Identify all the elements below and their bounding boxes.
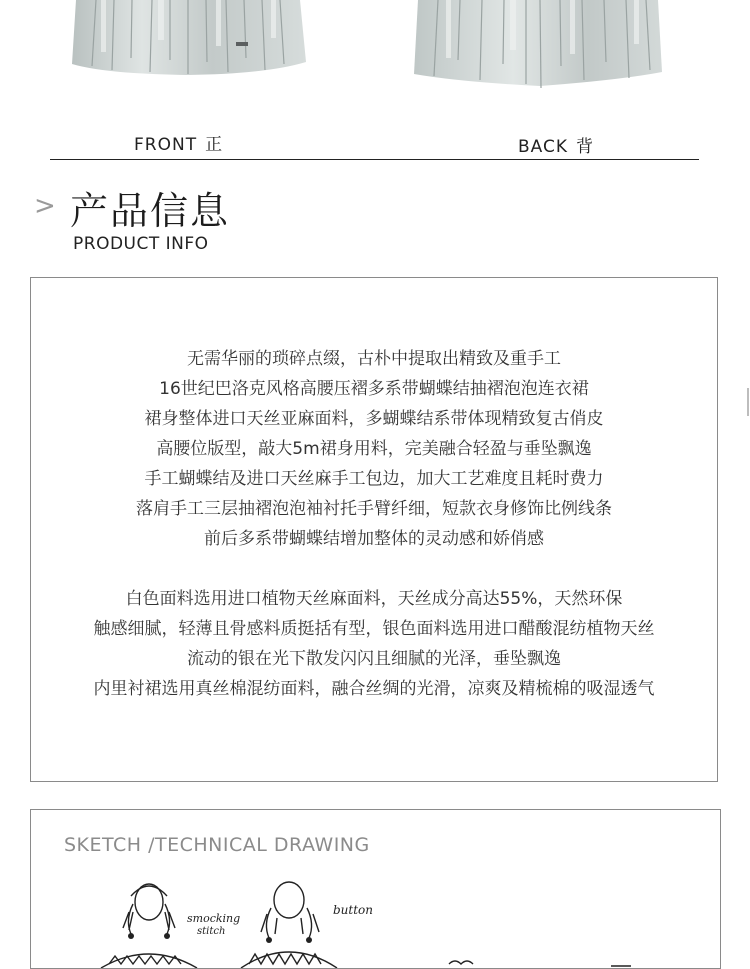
divider-line	[50, 159, 699, 160]
info-line: 白色面料选用进口植物天丝麻面料，天丝成分高达55%，天然环保	[125, 589, 623, 609]
back-garment-photo	[410, 0, 666, 90]
sketch-note-smocking: smocking	[187, 912, 241, 925]
info-line: 16世纪巴洛克风格高腰压褶多系带蝴蝶结抽褶泡泡连衣裙	[159, 379, 589, 399]
info-line: 无需华丽的琐碎点缀，古朴中提取出精致及重手工	[187, 349, 561, 369]
section-title-zh: 产品信息	[70, 189, 231, 233]
front-label-zh: 正	[205, 135, 224, 155]
info-line: 触感细腻，轻薄且骨感料质挺括有型，银色面料选用进口醋酸混纺植物天丝	[93, 619, 655, 639]
section-title-en: PRODUCT INFO	[73, 234, 209, 254]
back-label-en: BACK	[518, 137, 569, 157]
front-garment-photo	[66, 0, 310, 80]
info-line: 前后多系带蝴蝶结增加整体的灵动感和娇俏感	[204, 529, 544, 549]
edge-mark-icon	[746, 388, 750, 416]
sketch-title: SKETCH /TECHNICAL DRAWING	[64, 834, 370, 856]
info-line: 流动的银在光下散发闪闪且细腻的光泽，垂坠飘逸	[187, 649, 561, 669]
sketch-note-stitch: stitch	[197, 926, 226, 937]
info-line: 落肩手工三层抽褶泡泡袖衬托手臂纤细，短款衣身修饰比例线条	[136, 499, 612, 519]
front-view-label	[134, 130, 223, 155]
chevron-right-icon: >	[34, 191, 56, 221]
info-paragraph-2	[31, 584, 717, 704]
front-label-en: FRONT	[134, 135, 198, 155]
back-label-zh: 背	[576, 137, 595, 157]
info-line: 手工蝴蝶结及进口天丝麻手工包边，加大工艺难度且耗时费力	[144, 469, 604, 489]
info-line: 高腰位版型，敲大5m裙身用料，完美融合轻盈与垂坠飘逸	[156, 439, 592, 459]
info-line: 内里衬裙选用真丝棉混纺面料，融合丝绸的光滑，凉爽及精梳棉的吸湿透气	[93, 679, 655, 699]
sketch-box	[30, 809, 721, 969]
sketch-note-button: button	[333, 903, 374, 917]
product-info-box	[30, 277, 718, 782]
back-view-label	[518, 132, 594, 157]
info-line: 裙身整体进口天丝亚麻面料，多蝴蝶结系带体现精致复古俏皮	[144, 409, 604, 429]
technical-drawing-image	[30, 840, 721, 969]
info-paragraph-1	[31, 344, 717, 554]
